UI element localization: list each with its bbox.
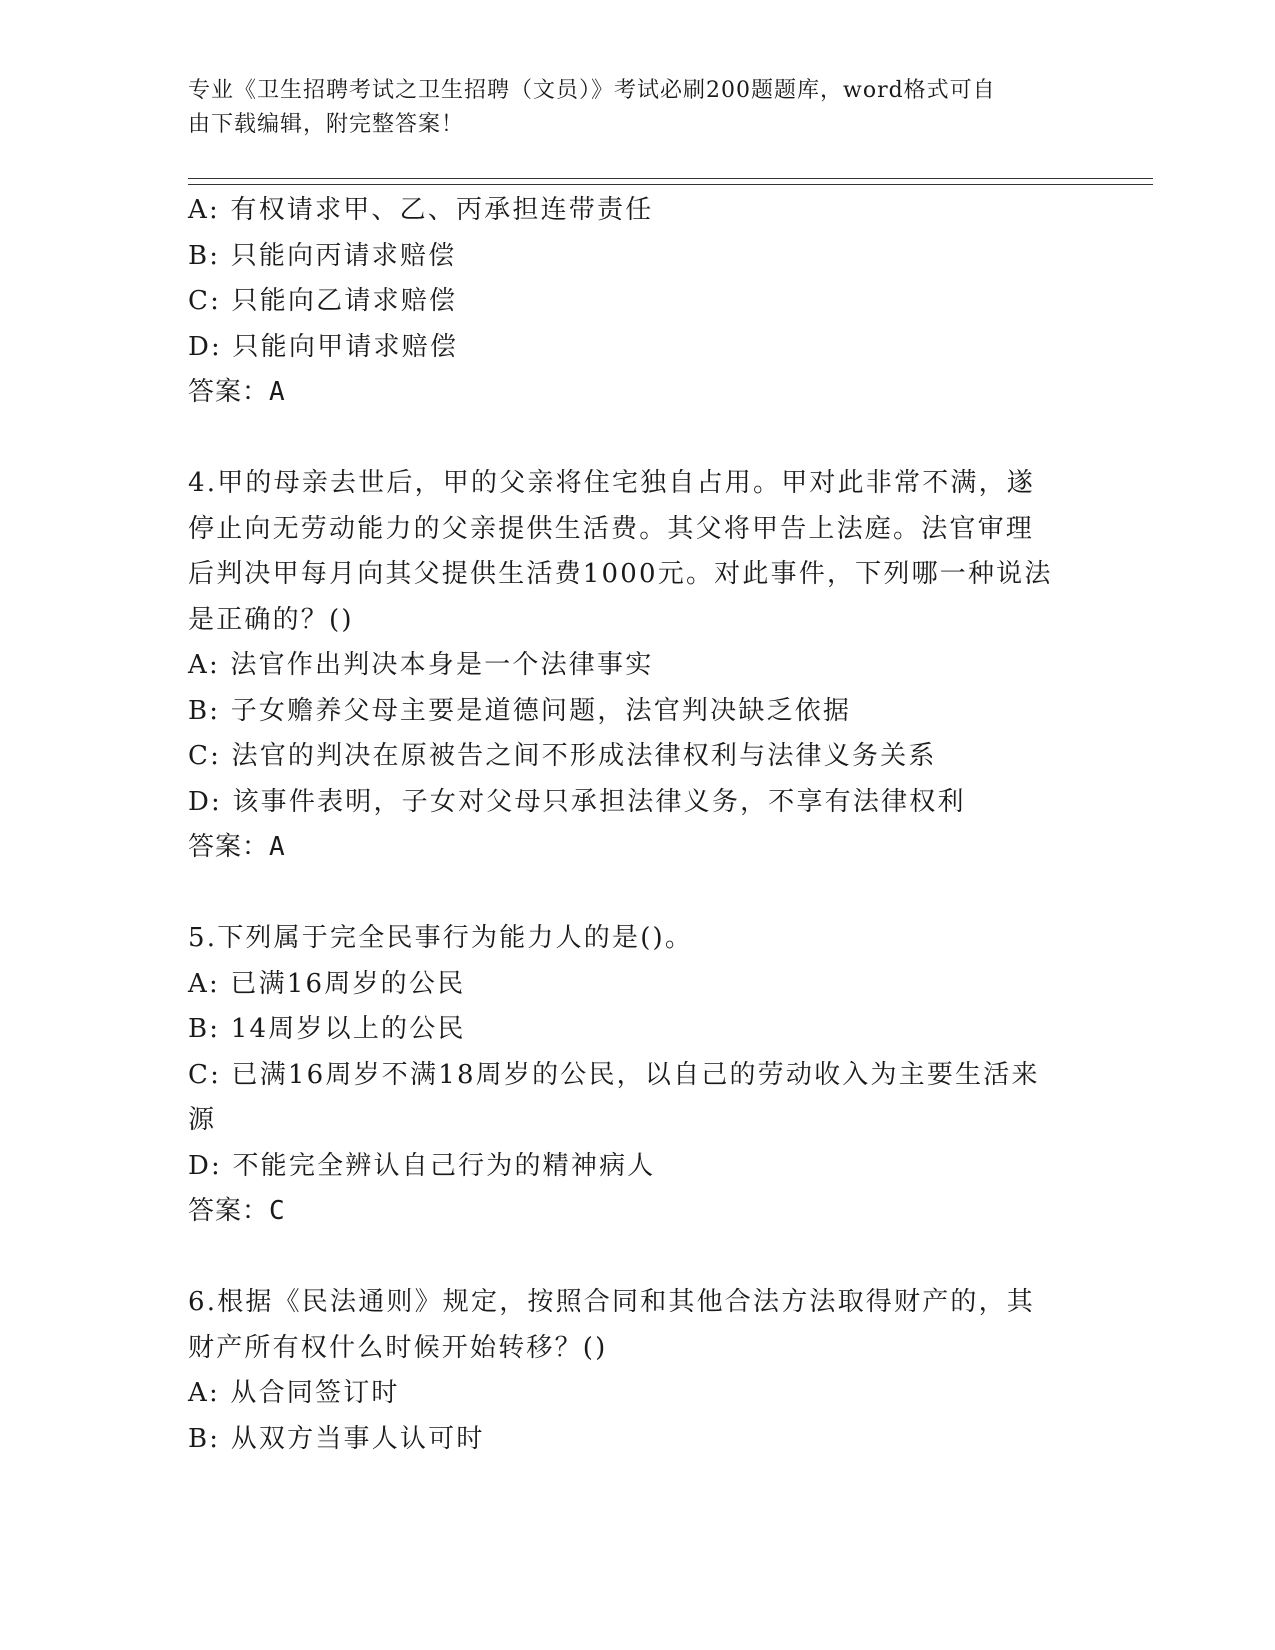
answer-line xyxy=(188,370,1068,416)
answer-line xyxy=(188,825,1068,871)
option-c: C: 已满16周岁不满18周岁的公民，以自己的劳动收入为主要生活来 xyxy=(188,1059,1040,1090)
question-list xyxy=(188,188,1068,1462)
option-d: D: 只能向甲请求赔偿 xyxy=(188,331,459,362)
option-c-continuation: 源 xyxy=(188,1105,217,1135)
answer-value: A xyxy=(269,832,286,862)
option-d: D: 不能完全辨认自己行为的精神病人 xyxy=(188,1150,656,1181)
option-b: B: 子女赡养父母主要是道德问题，法官判决缺乏依据 xyxy=(188,695,852,726)
option-a: A: 从合同签订时 xyxy=(188,1378,400,1408)
question-stem-line: 5.下列属于完全民事行为能力人的是()。 xyxy=(188,923,694,953)
answer-value: C xyxy=(269,1196,286,1226)
answer-label: 答案： xyxy=(188,377,270,407)
spacer xyxy=(188,1235,1068,1281)
spacer xyxy=(188,416,1068,462)
answer-label: 答案： xyxy=(188,832,270,862)
option-b: B: 14周岁以上的公民 xyxy=(188,1014,466,1044)
option-a: A: 有权请求甲、乙、丙承担连带责任 xyxy=(188,195,654,225)
header-line: 由下载编辑，附完整答案！ xyxy=(188,112,465,137)
question-4 xyxy=(188,461,1068,871)
option-c: C: 法官的判决在原被告之间不形成法律权利与法律义务关系 xyxy=(188,741,937,771)
answer-value: A xyxy=(269,377,286,407)
option-a: A: 法官作出判决本身是一个法律事实 xyxy=(188,650,654,680)
page-header xyxy=(188,74,1068,142)
question-stem-line: 后判决甲每月向其父提供生活费1000元。对此事件，下列哪一种说法 xyxy=(188,559,1053,589)
option-c: C: 只能向乙请求赔偿 xyxy=(188,286,458,316)
question-5 xyxy=(188,916,1068,1235)
answer-label: 答案： xyxy=(188,1196,270,1226)
question-stem-line: 4.甲的母亲去世后，甲的父亲将住宅独自占用。甲对此非常不满，遂 xyxy=(188,468,1036,498)
answer-line xyxy=(188,1189,1068,1235)
question-stem-line: 财产所有权什么时候开始转移？() xyxy=(188,1332,608,1363)
header-divider xyxy=(188,178,1153,185)
question-6 xyxy=(188,1280,1068,1462)
option-d: D: 该事件表明，子女对父母只承担法律义务，不享有法律权利 xyxy=(188,786,966,817)
spacer xyxy=(188,871,1068,917)
option-b: B: 从双方当事人认可时 xyxy=(188,1423,485,1454)
option-a: A: 已满16周岁的公民 xyxy=(188,968,466,999)
question-stem-line: 停止向无劳动能力的父亲提供生活费。其父将甲告上法庭。法官审理 xyxy=(188,513,1035,544)
header-line: 专业《卫生招聘考试之卫生招聘（文员）》考试必刷200题题库，word格式可自 xyxy=(188,78,996,103)
question-3 xyxy=(188,188,1068,416)
option-b: B: 只能向丙请求赔偿 xyxy=(188,240,457,271)
question-stem-line: 6.根据《民法通则》规定，按照合同和其他合法方法取得财产的，其 xyxy=(188,1287,1036,1317)
question-stem-line: 是正确的？() xyxy=(188,604,354,635)
